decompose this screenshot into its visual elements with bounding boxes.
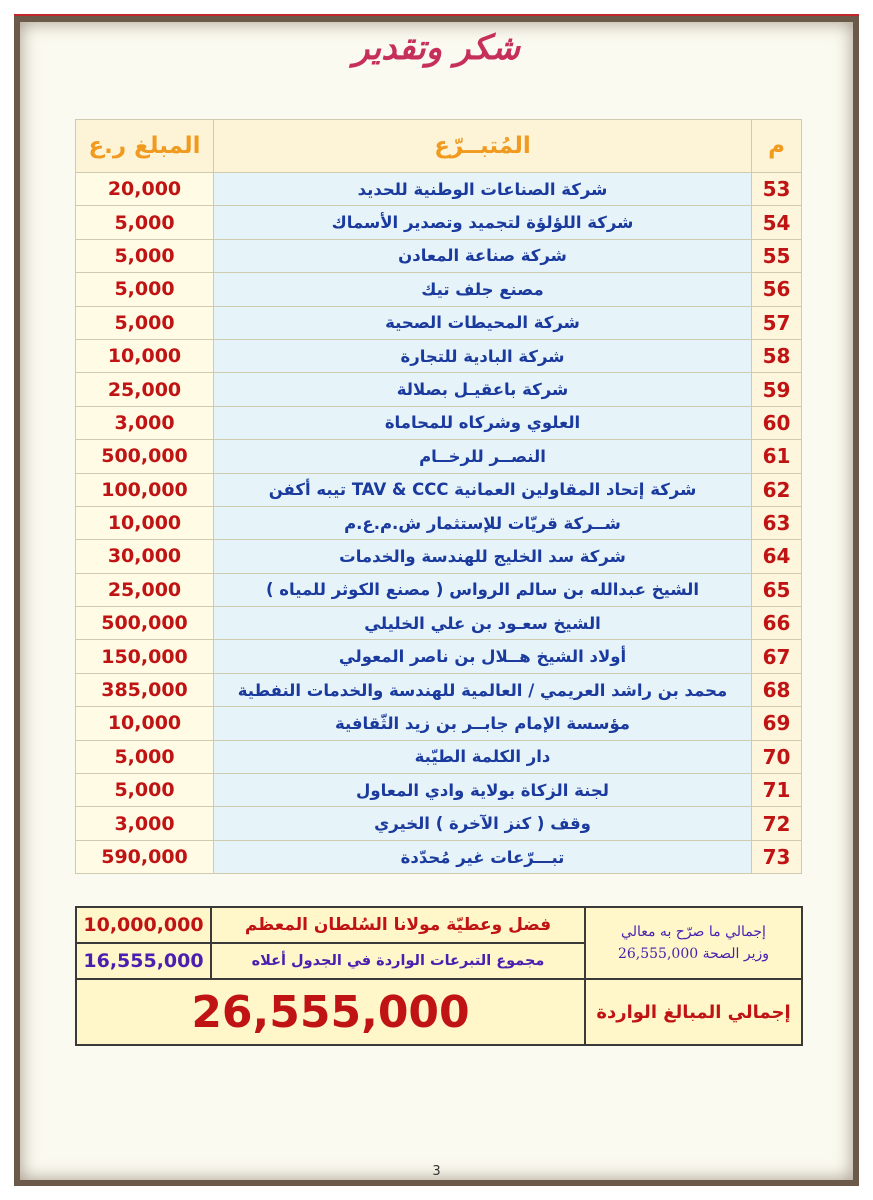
donation-amount: 5,000	[76, 306, 214, 339]
donor-name: وقف ( كنز الآخرة ) الخيري	[214, 807, 752, 840]
table-row	[76, 840, 802, 873]
header-index: م	[752, 120, 802, 173]
row-number: 58	[752, 339, 802, 372]
table-row	[76, 740, 802, 773]
row-number: 71	[752, 774, 802, 807]
table-row	[76, 540, 802, 573]
donor-name: الشيخ عبدالله بن سالم الرواس ( مصنع الكوثر للمياه )	[214, 573, 752, 606]
donor-name: شركة البادية للتجارة	[214, 339, 752, 372]
minister-line-1: إجمالي ما صرّح به معالي	[621, 924, 766, 940]
table-total-amount: 16,555,000	[76, 943, 211, 979]
header-amount: المبلغ ر.ع	[76, 120, 214, 173]
table-row	[76, 774, 802, 807]
header-donor: المُتبــرّع	[214, 120, 752, 173]
row-number: 70	[752, 740, 802, 773]
row-number: 60	[752, 406, 802, 439]
page-title: شكر وتقدير	[352, 28, 520, 68]
row-number: 59	[752, 373, 802, 406]
row-number: 57	[752, 306, 802, 339]
summary-table	[75, 906, 803, 1046]
table-row	[76, 807, 802, 840]
donor-name: النصــر للرخــام	[214, 440, 752, 473]
donor-name: الشيخ سعـود بن علي الخليلي	[214, 607, 752, 640]
row-number: 61	[752, 440, 802, 473]
donation-amount: 5,000	[76, 273, 214, 306]
donations-table	[75, 119, 802, 874]
donation-amount: 25,000	[76, 573, 214, 606]
minister-line-2: وزير الصحة 26,555,000	[617, 946, 770, 962]
donation-amount: 500,000	[76, 607, 214, 640]
donor-name: محمد بن راشد العريمي / العالمية للهندسة والخدمات النفطية	[214, 673, 752, 706]
donor-name: شركة باعقيـل بصلالة	[214, 373, 752, 406]
donation-amount: 10,000	[76, 506, 214, 539]
row-number: 72	[752, 807, 802, 840]
row-number: 73	[752, 840, 802, 873]
row-number: 67	[752, 640, 802, 673]
table-row	[76, 206, 802, 239]
table-row	[76, 239, 802, 272]
table-row	[76, 440, 802, 473]
donor-name: لجنة الزكاة بولاية وادي المعاول	[214, 774, 752, 807]
row-number: 69	[752, 707, 802, 740]
table-header-row	[76, 120, 802, 173]
donor-name: دار الكلمة الطيّبة	[214, 740, 752, 773]
donation-amount: 5,000	[76, 239, 214, 272]
donor-name: شركة اللؤلؤة لتجميد وتصدير الأسماك	[214, 206, 752, 239]
row-number: 63	[752, 506, 802, 539]
table-row	[76, 473, 802, 506]
donation-amount: 590,000	[76, 840, 214, 873]
row-number: 64	[752, 540, 802, 573]
donor-name: شركة الصناعات الوطنية للحديد	[214, 173, 752, 206]
row-number: 54	[752, 206, 802, 239]
table-row	[76, 273, 802, 306]
donor-name: أولاد الشيخ هــلال بن ناصر المعولي	[214, 640, 752, 673]
donor-name: مصنع جلف تيك	[214, 273, 752, 306]
donor-name: شركة إتحاد المقاولين العمانية TAV & CCC تيبه أكفن	[214, 473, 752, 506]
table-row	[76, 339, 802, 372]
donor-name: مؤسسة الإمام جابــر بن زيد الثّقافية	[214, 707, 752, 740]
table-row	[76, 673, 802, 706]
donation-amount: 5,000	[76, 206, 214, 239]
donor-name: تبـــرّعات غير مُحدّدة	[214, 840, 752, 873]
donor-name: العلوي وشركاه للمحاماة	[214, 406, 752, 439]
donation-amount: 3,000	[76, 406, 214, 439]
summary-row-sultan	[76, 907, 802, 943]
table-total-label: مجموع التبرعات الواردة في الجدول أعلاه	[211, 943, 585, 979]
table-row	[76, 173, 802, 206]
table-row	[76, 607, 802, 640]
donation-amount: 30,000	[76, 540, 214, 573]
donation-amount: 150,000	[76, 640, 214, 673]
donor-name: شركة سد الخليج للهندسة والخدمات	[214, 540, 752, 573]
table-row	[76, 506, 802, 539]
donation-amount: 10,000	[76, 707, 214, 740]
table-row	[76, 306, 802, 339]
donor-name: شركة صناعة المعادن	[214, 239, 752, 272]
row-number: 68	[752, 673, 802, 706]
table-row	[76, 406, 802, 439]
donor-name: شــركة قريّات للإستثمار ش.م.ع.م	[214, 506, 752, 539]
donation-amount: 385,000	[76, 673, 214, 706]
table-row	[76, 707, 802, 740]
grand-total-label: إجمالي المبالغ الواردة	[585, 979, 802, 1045]
table-row	[76, 373, 802, 406]
donation-amount: 3,000	[76, 807, 214, 840]
donation-amount: 25,000	[76, 373, 214, 406]
table-row	[76, 640, 802, 673]
donor-name: شركة المحيطات الصحية	[214, 306, 752, 339]
donation-amount: 500,000	[76, 440, 214, 473]
row-number: 65	[752, 573, 802, 606]
page-number: 3	[432, 1164, 441, 1179]
sultan-amount: 10,000,000	[76, 907, 211, 943]
donation-amount: 5,000	[76, 774, 214, 807]
sultan-label: فضل وعطيّة مولانا السُلطان المعظم	[211, 907, 585, 943]
donation-amount: 10,000	[76, 339, 214, 372]
donation-amount: 20,000	[76, 173, 214, 206]
row-number: 66	[752, 607, 802, 640]
grand-total-amount: 26,555,000	[76, 979, 585, 1045]
donation-amount: 5,000	[76, 740, 214, 773]
minister-note	[585, 907, 802, 979]
row-number: 55	[752, 239, 802, 272]
table-row	[76, 573, 802, 606]
donation-amount: 100,000	[76, 473, 214, 506]
summary-row-grand-total	[76, 979, 802, 1045]
row-number: 56	[752, 273, 802, 306]
row-number: 62	[752, 473, 802, 506]
row-number: 53	[752, 173, 802, 206]
